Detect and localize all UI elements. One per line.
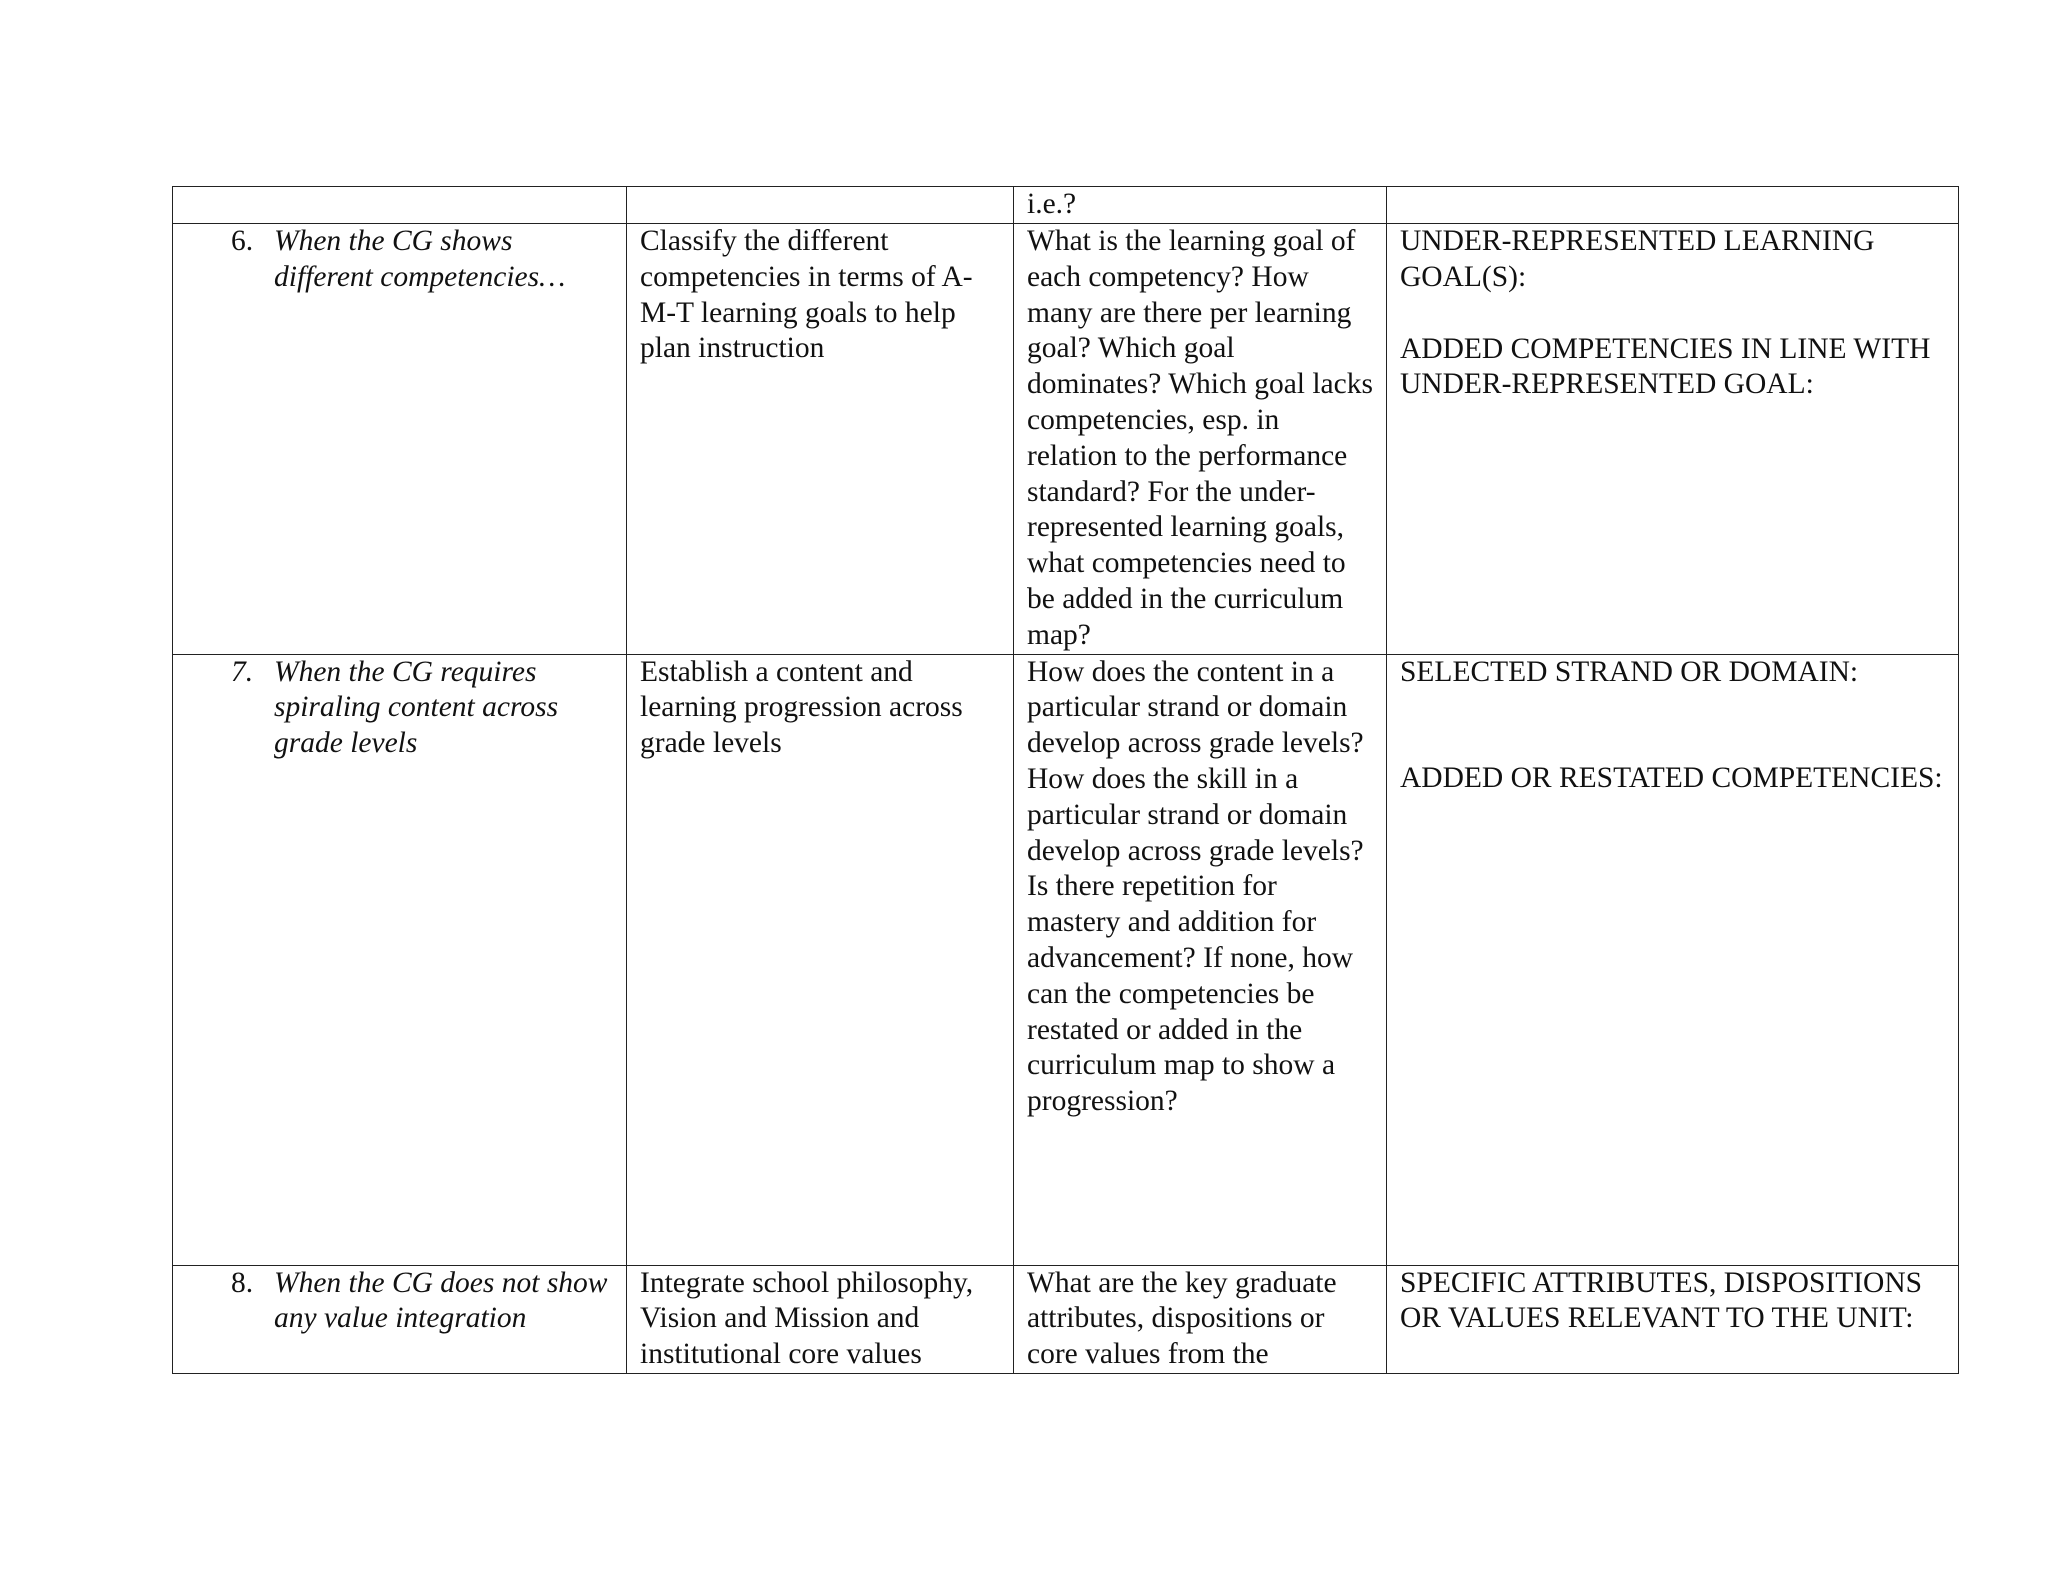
questions-cell <box>1014 654 1387 1265</box>
table-row <box>173 187 1959 224</box>
situation-text: When the CG shows different competencies… <box>274 225 566 293</box>
situation-cell <box>173 224 627 655</box>
questions-text: What are the key graduate attributes, dispositions or core values from the <box>1027 1266 1337 1371</box>
action-text: Establish a content and learning progression across grade levels <box>640 655 963 760</box>
table-row <box>173 654 1959 1265</box>
situation-cell <box>173 187 627 224</box>
row-number: 7. <box>231 655 254 688</box>
output-label: ADDED COMPETENCIES IN LINE WITH UNDER-REPRESENTED GOAL: <box>1400 332 1931 401</box>
row-number: 6. <box>231 225 254 257</box>
output-label: SPECIFIC ATTRIBUTES, DISPOSITIONS OR VALUES RELEVANT TO THE UNIT: <box>1400 1266 1923 1335</box>
questions-cell <box>1014 187 1387 224</box>
output-cell <box>1387 654 1959 1265</box>
row-number: 8. <box>231 1266 254 1299</box>
action-text: Integrate school philosophy, Vision and Mission and institutional core values <box>640 1266 974 1371</box>
output-label: SELECTED STRAND OR DOMAIN: <box>1400 655 1859 688</box>
situation-text: When the CG does not show any value integration <box>274 1266 608 1335</box>
questions-text: i.e.? <box>1027 188 1077 220</box>
action-cell <box>627 224 1014 655</box>
questions-text: What is the learning goal of each competency? How many are there per learning goal? Which goal dominates? Which goal lacks competencies, esp. in relation to the performance standard? For the under-represented learning goals, what competencies need to be added in the curriculum map? <box>1027 225 1373 651</box>
output-cell <box>1387 187 1959 224</box>
table-row <box>173 1265 1959 1373</box>
curriculum-guide-table <box>172 186 1959 1374</box>
action-text: Classify the different competencies in terms of A-M-T learning goals to help plan instruction <box>640 225 973 365</box>
situation-cell <box>173 654 627 1265</box>
action-cell <box>627 1265 1014 1373</box>
questions-cell <box>1014 224 1387 655</box>
output-cell <box>1387 1265 1959 1373</box>
questions-cell <box>1014 1265 1387 1373</box>
action-cell <box>627 187 1014 224</box>
output-cell <box>1387 224 1959 655</box>
questions-text: How does the content in a particular strand or domain develop across grade levels? How does the skill in a particular strand or domain develop across grade levels? Is there repetition for mastery and addition for advancement? If none, how can the competencies be restated or added in the curriculum map to show a progression? <box>1027 655 1364 1118</box>
output-label: ADDED OR RESTATED COMPETENCIES: <box>1400 762 1943 795</box>
situation-cell <box>173 1265 627 1373</box>
output-label: UNDER-REPRESENTED LEARNING GOAL(S): <box>1400 225 1875 293</box>
situation-text: When the CG requires spiraling content across grade levels <box>274 655 559 760</box>
action-cell <box>627 654 1014 1265</box>
table-row <box>173 224 1959 655</box>
